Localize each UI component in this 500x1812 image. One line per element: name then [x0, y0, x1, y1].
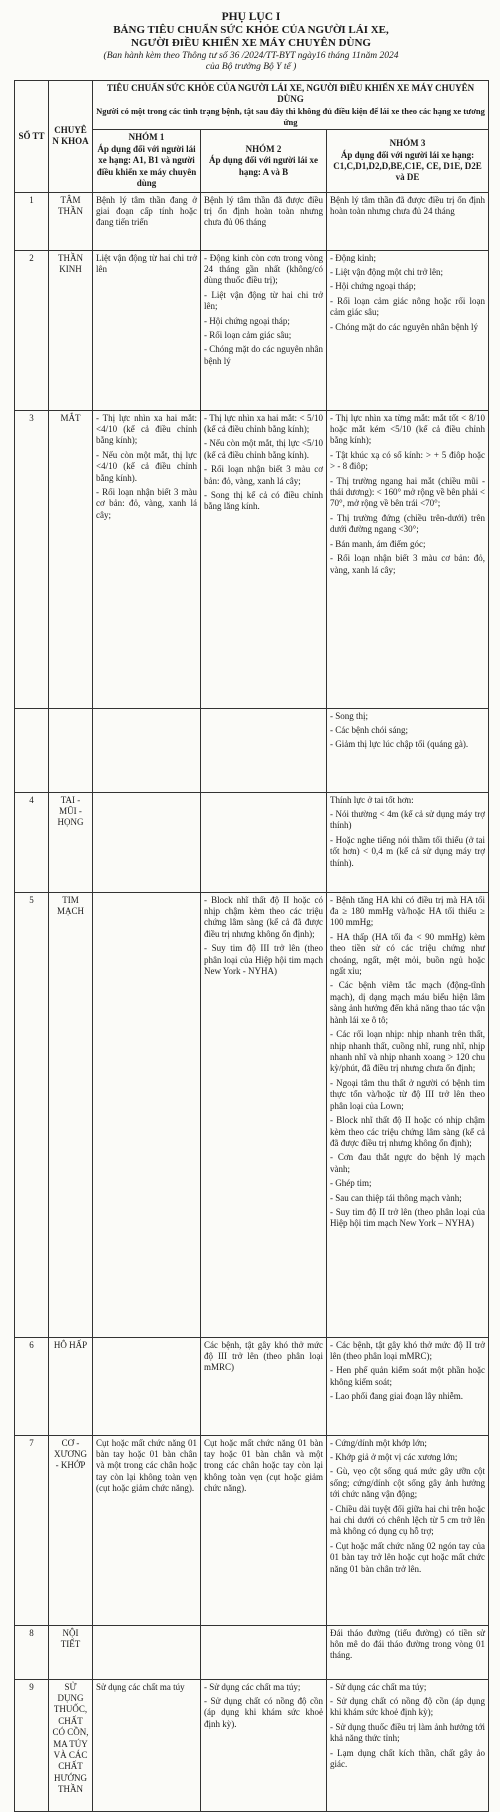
table-row — [15, 1625, 489, 1679]
row-specialty: THẦN KINH — [49, 250, 93, 410]
criteria-item: - Các bệnh chói sáng; — [330, 724, 408, 735]
criteria-item: - Nếu còn một mắt, thị lực <5/10 (kể cả điều chỉnh bằng kính). — [204, 438, 323, 460]
criteria-item: - Hen phế quản kiểm soát một phần hoặc không kiểm soát; — [330, 1365, 485, 1387]
criteria-item: - Liệt vận động một chi trở lên; — [330, 266, 443, 277]
criteria-item: - Khớp giả ở một vị các xương lớn; — [330, 1451, 458, 1462]
criteria-item: - Chóng mặt do các nguyên nhân bệnh lý — [330, 321, 478, 332]
criteria-item: - Giảm thị lực lúc chập tối (quáng gà). — [330, 739, 469, 750]
row-number: 2 — [15, 250, 49, 410]
group-2-criteria — [201, 1625, 327, 1679]
group-2-criteria — [201, 192, 327, 250]
group-3-criteria — [327, 410, 489, 708]
criteria-item: - Thị lực nhìn xa từng mắt: mắt tốt < 8/10 hoặc mắt kém <5/10 (kể cả điều chỉnh bằng kính); — [330, 412, 485, 446]
criteria-item: - Rối loạn nhận biết 3 màu cơ bản: đỏ, vàng, xanh lá cây; — [330, 553, 485, 575]
criteria-item: - Song thị; — [330, 710, 369, 721]
table-row — [15, 1435, 489, 1625]
row-specialty: NỘI TIẾT — [49, 1625, 93, 1679]
group-header-2 — [201, 130, 327, 192]
criteria-item: - Các rối loạn nhịp: nhịp nhanh trên thất, nhịp nhanh thất, cuồng nhĩ, rung nhĩ, nhịp nhanh nhĩ và nhịp nhanh xoang > 120 chu kỳ/phút, đã điều trị nhưng chưa ổn định; — [330, 1029, 485, 1074]
criteria-item: - Thị trường ngang hai mắt (chiều mũi - thái dương): < 160° mở rộng về bên phải < 70°, mở rộng về bên trái <70°; — [330, 475, 485, 509]
row-specialty: TIM MẠCH — [49, 892, 93, 1337]
criteria-item: - Thị lực nhìn xa hai mắt: < 5/10 (kể cả điều chỉnh bằng kính); — [204, 412, 323, 434]
criteria-item: - Sử dụng các chất ma túy; — [330, 1681, 427, 1692]
appendix-label: PHỤ LỤC I — [221, 11, 281, 23]
group-1-criteria — [93, 1435, 201, 1625]
criteria-item: - Chóng mặt do các nguyên nhân bệnh lý — [204, 344, 323, 366]
group-3-desc: Áp dụng đối với người lái xe hạng: C1,C,D1,D2,D,BE,C1E, CE, D1E, D2E và DE — [333, 149, 482, 183]
criteria-item: - Hoặc nghe tiếng nói thầm tối thiểu (ở tai tốt hơn) < 0,4 m (kể cả sử dụng máy trợ thính). — [330, 834, 485, 868]
criteria-item: - Bán manh, ám điểm góc; — [330, 538, 426, 549]
group-2-criteria — [201, 1337, 327, 1435]
criteria-item: - Suy tim độ III trở lên (theo phân loại của Hiệp hội tim mạch New York - NYHA) — [204, 943, 323, 977]
criteria-item: - Rối loạn cảm giác nông hoặc rối loạn cảm giác sâu; — [330, 295, 485, 318]
criteria-item: Các bệnh, tật gây khó thở mức độ III trở lên (theo phân loại mMRC) — [204, 1339, 323, 1373]
criteria-item: - Lạm dụng chất kích thần, chất gây ảo giác. — [330, 1747, 485, 1770]
criteria-item: - Sử dụng thuốc điều trị làm ảnh hưởng tới khả năng thức tỉnh; — [330, 1721, 485, 1744]
group-1-criteria — [93, 1679, 201, 1811]
group-1-criteria — [93, 250, 201, 410]
row-specialty: CƠ - XƯƠNG - KHỚP — [49, 1435, 93, 1625]
criteria-item: - Cụt hoặc mất chức năng 02 ngón tay của 01 bàn tay trở lên hoặc cụt hoặc mất chức năng 01 bàn chân trở lên. — [330, 1540, 485, 1574]
group-3-criteria — [327, 1625, 489, 1679]
group-1-criteria — [93, 1625, 201, 1679]
group-2-criteria — [201, 792, 327, 892]
table-row — [15, 192, 489, 250]
criteria-item: - Các bệnh, tật gây khó thở mức độ II trở lên (theo phân loại mMRC); — [330, 1339, 485, 1361]
criteria-item: - Tật khúc xạ có số kính: > + 5 điôp hoặc > - 8 điôp; — [330, 449, 485, 472]
criteria-item: - Rối loạn nhận biết 3 màu cơ bản: đỏ, vàng, xanh lá cây; — [204, 464, 323, 486]
standards-title: TIÊU CHUẨN SỨC KHỎE CỦA NGƯỜI LÁI XE, NGƯỜI ĐIỀU KHIỂN XE MÁY CHUYÊN DÙNG — [106, 82, 475, 105]
criteria-item: - Sử dụng các chất ma túy; — [204, 1681, 301, 1692]
table-row — [15, 892, 489, 1337]
row-specialty: TAI - MŨI - HỌNG — [49, 792, 93, 892]
col-header-stt: SỐ TT — [15, 80, 49, 192]
group-2-criteria — [201, 250, 327, 410]
criteria-item: - Nếu còn một mắt, thị lực <4/10 (kể cả điều chỉnh bằng kính). — [96, 449, 197, 483]
table-row — [15, 250, 489, 410]
table-header-row — [15, 80, 489, 129]
row-number: 9 — [15, 1679, 49, 1811]
subtitle-line-1: (Ban hành kèm theo Thông tư số 36 /2024/TT-BYT ngày16 tháng 11năm 2024 — [103, 50, 399, 61]
criteria-item: - Hội chứng ngoại tháp; — [204, 315, 290, 326]
group-3-criteria — [327, 250, 489, 410]
criteria-item: - Sử dụng chất có nồng độ cồn (áp dụng khi khám sức khoẻ định kỳ). — [204, 1695, 323, 1729]
standards-desc: Người có một trong các tình trạng bệnh, tật sau đây thì không đủ điều kiện để lái xe theo các hạng xe tương ứng — [96, 105, 485, 127]
criteria-item: - Ghép tim; — [330, 1178, 372, 1189]
group-3-criteria — [327, 1337, 489, 1435]
group-1-name: NHÓM 1 — [128, 132, 165, 143]
group-1-criteria — [93, 708, 201, 792]
criteria-item: - Rối loạn cảm giác sâu; — [204, 330, 292, 341]
criteria-item: - Sử dụng chất có nồng độ cồn (áp dụng khi khám sức khoẻ định kỳ); — [330, 1695, 485, 1718]
subtitle-line-2: của Bộ trưởng Bộ Y tế ) — [205, 62, 297, 73]
group-header-3 — [327, 130, 489, 192]
group-3-criteria — [327, 1679, 489, 1811]
table-row — [15, 1679, 489, 1811]
table-row — [15, 410, 489, 708]
group-1-criteria — [93, 792, 201, 892]
group-1-desc: Áp dụng đối với người lái xe hạng: A1, B1 và người điều khiển xe máy chuyên dùng — [96, 143, 197, 189]
criteria-item: - Cơn đau thắt ngực do bệnh lý mạch vành; — [330, 1152, 485, 1174]
criteria-item: Thính lực ở tai tốt hơn: — [330, 794, 414, 805]
table-row — [15, 792, 489, 892]
criteria-item: Đái tháo đường (tiểu đường) có tiền sử hôn mê do đái tháo đường trong vòng 01 tháng. — [330, 1627, 485, 1661]
row-number: 3 — [15, 410, 49, 708]
group-1-criteria — [93, 1337, 201, 1435]
criteria-item: - Chiều dài tuyệt đối giữa hai chi trên hoặc hai chi dưới có chênh lệch từ 5 cm trở lên mà không có dụng cụ hỗ trợ; — [330, 1503, 485, 1537]
criteria-item: - Block nhĩ thất độ II hoặc có nhịp chậm kèm theo các triệu chứng lâm sàng (kể cả đã được điều trị nhưng không ổn định); — [204, 894, 323, 939]
criteria-item: - Suy tim độ II trở lên (theo phân loại của Hiệp hội tim mạch New York – NYHA) — [330, 1207, 485, 1229]
criteria-item: - Rối loạn nhận biết 3 màu cơ bản: đỏ, vàng, xanh lá cây; — [96, 487, 197, 520]
criteria-item: Cụt hoặc mất chức năng 01 bàn tay hoặc 01 bàn chân và một trong các chân hoặc tay còn lại không toàn vẹn (cụt hoặc giảm chức năng). — [204, 1437, 323, 1494]
table-row — [15, 1337, 489, 1435]
criteria-item: - Động kinh; — [330, 252, 376, 263]
title-line-2: NGƯỜI ĐIỀU KHIỂN XE MÁY CHUYÊN DÙNG — [131, 37, 371, 50]
row-number: 5 — [15, 892, 49, 1337]
row-specialty: HÔ HẤP — [49, 1337, 93, 1435]
row-specialty: MẮT — [49, 410, 93, 708]
criteria-item: Cụt hoặc mất chức năng 01 bàn tay hoặc 01 bàn chân và một trong các chân hoặc tay còn lại không toàn vẹn (cụt hoặc giảm chức năng). — [96, 1437, 197, 1494]
criteria-item: - Gù, vẹo cột sống quá mức gây ưỡn cột sống; cứng/dính cột sống gây ảnh hưởng tới chức năng vận động; — [330, 1466, 485, 1500]
row-specialty — [49, 708, 93, 792]
group-2-criteria — [201, 892, 327, 1337]
group-2-name: NHÓM 2 — [245, 143, 282, 154]
group-1-criteria — [93, 192, 201, 250]
title-line-1: BẢNG TIÊU CHUẨN SỨC KHỎE CỦA NGƯỜI LÁI XE, — [113, 24, 389, 37]
row-number: 8 — [15, 1625, 49, 1679]
criteria-item: - Lao phổi đang giai đoạn lây nhiễm. — [330, 1391, 463, 1402]
criteria-item: - Cứng/dính một khớp lớn; — [330, 1437, 427, 1448]
group-3-criteria — [327, 792, 489, 892]
group-3-name: NHÓM 3 — [389, 138, 426, 149]
row-specialty: SỬ DỤNG THUỐC, CHẤT CÓ CỒN, MA TÚY VÀ CÁC CHẤT HƯỚNG THẦN — [49, 1679, 93, 1811]
group-2-criteria — [201, 410, 327, 708]
table-row — [15, 708, 489, 792]
criteria-item: Liệt vận động từ hai chi trở lên — [96, 252, 197, 274]
criteria-item: Bệnh lý tâm thần đã được điều trị ổn định hoàn toàn nhưng chưa đủ 24 tháng — [330, 194, 485, 216]
row-number: 4 — [15, 792, 49, 892]
criteria-item: - Động kinh còn cơn trong vòng 24 tháng gần nhất (không/có dùng thuốc điều trị); — [204, 252, 323, 286]
criteria-item: - Các bệnh viêm tắc mạch (động-tĩnh mạch), dị dạng mạch máu biểu hiện lâm sàng ảnh hưởng đến khả năng thao tác vận hành lái xe ô tô; — [330, 980, 485, 1025]
criteria-item: Bệnh lý tâm thần đã được điều trị ổn định hoàn toàn nhưng chưa đủ 06 tháng — [204, 194, 323, 228]
criteria-item: Bệnh lý tâm thần đang ở giai đoạn cấp tính hoặc đang tiến triển — [96, 194, 197, 228]
criteria-item: - Thị trường đứng (chiều trên-dưới) trên dưới đường ngang <30°; — [330, 512, 485, 535]
criteria-item: - Ngoại tâm thu thất ở người có bệnh tim thực tổn và/hoặc từ độ III trở lên theo phân loại của Lown; — [330, 1077, 485, 1111]
row-specialty: TÂM THẦN — [49, 192, 93, 250]
row-number: 6 — [15, 1337, 49, 1435]
row-number: 7 — [15, 1435, 49, 1625]
group-3-criteria — [327, 892, 489, 1337]
group-3-criteria — [327, 192, 489, 250]
row-number: 1 — [15, 192, 49, 250]
criteria-item: - HA thấp (HA tối đa < 90 mmHg) kèm theo tiền sử có các triệu chứng như choáng, ngất, mệt mỏi, buồn ngủ hoặc ngất xỉu; — [330, 931, 485, 977]
group-3-criteria — [327, 708, 489, 792]
row-number — [15, 708, 49, 792]
group-2-desc: Áp dụng đối với người lái xe hạng: A và B — [209, 155, 318, 177]
group-3-criteria — [327, 1435, 489, 1625]
group-header-1 — [93, 130, 201, 192]
criteria-item: - Hội chứng ngoại tháp; — [330, 281, 416, 292]
criteria-item: Sử dụng các chất ma túy — [96, 1681, 185, 1692]
criteria-item: - Song thị kể cả có điều chỉnh bằng lăng kính. — [204, 490, 323, 512]
criteria-item: - Sau can thiệp tái thông mạch vành; — [330, 1192, 462, 1203]
criteria-item: - Liệt vận động từ hai chi trở lên; — [204, 289, 323, 312]
group-1-criteria — [93, 892, 201, 1337]
criteria-item: - Bệnh tăng HA khi có điều trị mà HA tối đa ≥ 180 mmHg và/hoặc HA tối thiểu ≥ 100 mmHg; — [330, 894, 485, 928]
col-header-standards — [93, 80, 489, 129]
group-1-criteria — [93, 410, 201, 708]
criteria-item: - Nói thường < 4m (kể cả sử dụng máy trợ thính) — [330, 808, 485, 831]
criteria-item: - Thị lực nhìn xa hai mắt: <4/10 (kể cả điều chỉnh bằng kính); — [96, 412, 197, 446]
document-header — [14, 10, 488, 74]
group-2-criteria — [201, 1435, 327, 1625]
health-standards-table — [14, 80, 489, 1812]
group-2-criteria — [201, 708, 327, 792]
criteria-item: - Block nhĩ thất độ II hoặc có nhịp chậm kèm theo các triệu chứng lâm sàng (kể cả đã được điều trị nhưng không ổn định); — [330, 1115, 485, 1148]
group-2-criteria — [201, 1679, 327, 1811]
col-header-specialty: CHUYÊN KHOA — [49, 80, 93, 192]
